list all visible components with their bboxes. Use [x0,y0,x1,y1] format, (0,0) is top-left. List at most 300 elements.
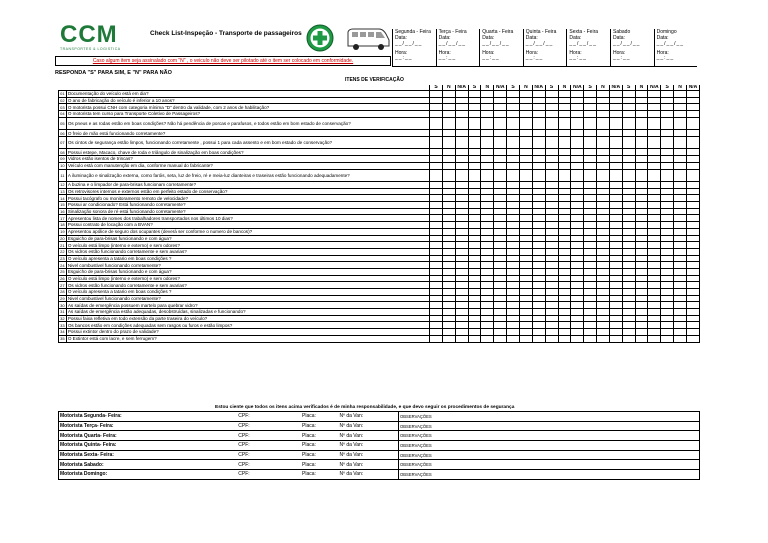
answer-cell[interactable] [571,295,584,302]
answer-cell[interactable] [532,130,545,137]
answer-cell[interactable] [648,289,661,296]
answer-cell[interactable] [635,202,648,209]
answer-cell[interactable] [686,195,699,202]
answer-cell[interactable] [661,188,674,195]
answer-cell[interactable] [532,289,545,296]
answer-cell[interactable] [609,228,622,235]
answer-cell[interactable] [455,228,468,235]
answer-cell[interactable] [648,262,661,269]
answer-cell[interactable] [442,322,455,329]
answer-cell[interactable] [635,208,648,215]
answer-cell[interactable] [674,195,687,202]
answer-cell[interactable] [674,162,687,169]
answer-cell[interactable] [584,97,597,104]
answer-cell[interactable] [674,322,687,329]
answer-cell[interactable] [571,248,584,255]
answer-cell[interactable] [558,97,571,104]
answer-cell[interactable] [661,282,674,289]
answer-cell[interactable] [442,289,455,296]
van-number-field[interactable]: Nº da Van: [339,470,399,480]
answer-cell[interactable] [622,255,635,262]
answer-cell[interactable] [455,282,468,289]
answer-cell[interactable] [635,136,648,149]
answer-cell[interactable] [545,195,558,202]
answer-cell[interactable] [571,91,584,98]
answer-cell[interactable] [455,242,468,249]
answer-cell[interactable] [622,248,635,255]
answer-cell[interactable] [584,329,597,336]
answer-cell[interactable] [686,149,699,156]
answer-cell[interactable] [558,195,571,202]
answer-cell[interactable] [494,268,507,275]
answer-cell[interactable] [481,149,494,156]
answer-cell[interactable] [558,149,571,156]
answer-cell[interactable] [481,255,494,262]
answer-cell[interactable] [468,228,481,235]
answer-cell[interactable] [468,97,481,104]
driver-name-field[interactable]: Motorista Segunda- Feira: [59,412,209,422]
answer-cell[interactable] [481,302,494,309]
answer-cell[interactable] [430,111,443,118]
hour-field[interactable]: __:__ [438,55,457,61]
answer-cell[interactable] [545,282,558,289]
answer-cell[interactable] [507,162,520,169]
answer-cell[interactable] [686,309,699,316]
answer-cell[interactable] [622,97,635,104]
answer-cell[interactable] [507,255,520,262]
answer-cell[interactable] [648,188,661,195]
answer-cell[interactable] [597,149,610,156]
answer-cell[interactable] [686,136,699,149]
answer-cell[interactable] [622,104,635,111]
answer-cell[interactable] [622,309,635,316]
answer-cell[interactable] [609,130,622,137]
answer-cell[interactable] [519,208,532,215]
answer-cell[interactable] [661,202,674,209]
answer-cell[interactable] [494,322,507,329]
answer-cell[interactable] [571,289,584,296]
answer-cell[interactable] [584,235,597,242]
answer-cell[interactable] [481,117,494,130]
answer-cell[interactable] [622,117,635,130]
answer-cell[interactable] [622,315,635,322]
answer-cell[interactable] [635,228,648,235]
answer-cell[interactable] [558,162,571,169]
van-number-field[interactable]: Nº da Van: [339,412,399,422]
answer-cell[interactable] [661,322,674,329]
answer-cell[interactable] [648,195,661,202]
answer-cell[interactable] [597,162,610,169]
answer-cell[interactable] [571,282,584,289]
answer-cell[interactable] [661,208,674,215]
answer-cell[interactable] [532,302,545,309]
answer-cell[interactable] [622,289,635,296]
answer-cell[interactable] [481,222,494,229]
answer-cell[interactable] [558,248,571,255]
answer-cell[interactable] [584,309,597,316]
answer-cell[interactable] [609,268,622,275]
answer-cell[interactable] [519,315,532,322]
answer-cell[interactable] [468,117,481,130]
answer-cell[interactable] [532,222,545,229]
answer-cell[interactable] [481,248,494,255]
answer-cell[interactable] [686,335,699,342]
answer-cell[interactable] [597,309,610,316]
answer-cell[interactable] [648,117,661,130]
answer-cell[interactable] [545,208,558,215]
answer-cell[interactable] [648,130,661,137]
answer-cell[interactable] [532,329,545,336]
answer-cell[interactable] [442,248,455,255]
date-field[interactable]: __/__/__ [569,41,597,47]
hour-field[interactable]: __:__ [395,55,413,61]
answer-cell[interactable] [686,248,699,255]
answer-cell[interactable] [584,149,597,156]
answer-cell[interactable] [494,282,507,289]
answer-cell[interactable] [597,195,610,202]
answer-cell[interactable] [635,149,648,156]
answer-cell[interactable] [494,315,507,322]
answer-cell[interactable] [635,248,648,255]
answer-cell[interactable] [674,182,687,189]
answer-cell[interactable] [622,228,635,235]
answer-cell[interactable] [686,208,699,215]
answer-cell[interactable] [519,202,532,209]
answer-cell[interactable] [455,289,468,296]
answer-cell[interactable] [468,195,481,202]
driver-name-field[interactable]: Motorista Domingo: [59,470,209,480]
answer-cell[interactable] [571,188,584,195]
answer-cell[interactable] [468,235,481,242]
answer-cell[interactable] [481,262,494,269]
answer-cell[interactable] [635,255,648,262]
answer-cell[interactable] [507,268,520,275]
answer-cell[interactable] [635,215,648,222]
plate-field[interactable]: Placa: [279,441,339,451]
answer-cell[interactable] [635,104,648,111]
answer-cell[interactable] [507,235,520,242]
plate-field[interactable]: Placa: [279,431,339,441]
answer-cell[interactable] [597,169,610,182]
answer-cell[interactable] [609,195,622,202]
answer-cell[interactable] [686,215,699,222]
answer-cell[interactable] [455,248,468,255]
answer-cell[interactable] [571,182,584,189]
answer-cell[interactable] [442,315,455,322]
answer-cell[interactable] [430,302,443,309]
answer-cell[interactable] [635,329,648,336]
answer-cell[interactable] [648,104,661,111]
answer-cell[interactable] [635,295,648,302]
answer-cell[interactable] [442,130,455,137]
answer-cell[interactable] [481,104,494,111]
answer-cell[interactable] [674,335,687,342]
answer-cell[interactable] [558,282,571,289]
answer-cell[interactable] [442,242,455,249]
answer-cell[interactable] [430,228,443,235]
answer-cell[interactable] [674,202,687,209]
answer-cell[interactable] [674,262,687,269]
answer-cell[interactable] [661,228,674,235]
answer-cell[interactable] [481,329,494,336]
answer-cell[interactable] [455,130,468,137]
answer-cell[interactable] [635,188,648,195]
answer-cell[interactable] [635,282,648,289]
answer-cell[interactable] [442,309,455,316]
answer-cell[interactable] [674,136,687,149]
answer-cell[interactable] [661,309,674,316]
answer-cell[interactable] [507,262,520,269]
answer-cell[interactable] [597,335,610,342]
answer-cell[interactable] [455,255,468,262]
answer-cell[interactable] [686,169,699,182]
answer-cell[interactable] [481,235,494,242]
plate-field[interactable]: Placa: [279,460,339,470]
answer-cell[interactable] [519,215,532,222]
answer-cell[interactable] [519,295,532,302]
answer-cell[interactable] [494,335,507,342]
answer-cell[interactable] [455,202,468,209]
answer-cell[interactable] [571,302,584,309]
answer-cell[interactable] [597,262,610,269]
answer-cell[interactable] [481,335,494,342]
answer-cell[interactable] [686,202,699,209]
answer-cell[interactable] [545,104,558,111]
answer-cell[interactable] [494,242,507,249]
answer-cell[interactable] [622,130,635,137]
answer-cell[interactable] [532,182,545,189]
answer-cell[interactable] [584,315,597,322]
answer-cell[interactable] [494,215,507,222]
answer-cell[interactable] [430,156,443,163]
answer-cell[interactable] [481,130,494,137]
answer-cell[interactable] [622,188,635,195]
answer-cell[interactable] [648,222,661,229]
answer-cell[interactable] [442,302,455,309]
answer-cell[interactable] [430,235,443,242]
answer-cell[interactable] [494,91,507,98]
answer-cell[interactable] [584,169,597,182]
answer-cell[interactable] [635,195,648,202]
answer-cell[interactable] [455,195,468,202]
answer-cell[interactable] [442,111,455,118]
answer-cell[interactable] [455,149,468,156]
answer-cell[interactable] [494,136,507,149]
answer-cell[interactable] [430,215,443,222]
answer-cell[interactable] [430,289,443,296]
answer-cell[interactable] [468,282,481,289]
answer-cell[interactable] [545,91,558,98]
answer-cell[interactable] [442,188,455,195]
answer-cell[interactable] [468,289,481,296]
plate-field[interactable]: Placa: [279,450,339,460]
answer-cell[interactable] [545,302,558,309]
answer-cell[interactable] [455,315,468,322]
answer-cell[interactable] [507,248,520,255]
answer-cell[interactable] [519,262,532,269]
answer-cell[interactable] [430,104,443,111]
answer-cell[interactable] [571,275,584,282]
answer-cell[interactable] [597,182,610,189]
answer-cell[interactable] [481,322,494,329]
answer-cell[interactable] [597,228,610,235]
answer-cell[interactable] [686,104,699,111]
answer-cell[interactable] [481,275,494,282]
answer-cell[interactable] [442,208,455,215]
answer-cell[interactable] [532,335,545,342]
answer-cell[interactable] [430,255,443,262]
answer-cell[interactable] [430,91,443,98]
answer-cell[interactable] [545,315,558,322]
answer-cell[interactable] [597,268,610,275]
answer-cell[interactable] [635,262,648,269]
date-field[interactable]: __/__/__ [525,41,554,47]
answer-cell[interactable] [519,329,532,336]
answer-cell[interactable] [455,111,468,118]
answer-cell[interactable] [455,309,468,316]
answer-cell[interactable] [430,315,443,322]
answer-cell[interactable] [584,136,597,149]
answer-cell[interactable] [507,315,520,322]
answer-cell[interactable] [571,335,584,342]
answer-cell[interactable] [648,111,661,118]
answer-cell[interactable] [507,242,520,249]
answer-cell[interactable] [622,335,635,342]
answer-cell[interactable] [584,130,597,137]
answer-cell[interactable] [507,329,520,336]
answer-cell[interactable] [468,315,481,322]
answer-cell[interactable] [571,136,584,149]
answer-cell[interactable] [468,104,481,111]
answer-cell[interactable] [494,156,507,163]
answer-cell[interactable] [545,322,558,329]
answer-cell[interactable] [571,309,584,316]
answer-cell[interactable] [455,117,468,130]
answer-cell[interactable] [674,222,687,229]
driver-name-field[interactable]: Motorista Terça- Feira: [59,421,209,431]
answer-cell[interactable] [430,335,443,342]
answer-cell[interactable] [532,268,545,275]
answer-cell[interactable] [532,228,545,235]
date-field[interactable]: __/__/__ [613,41,641,47]
van-number-field[interactable]: Nº da Van: [339,450,399,460]
answer-cell[interactable] [635,130,648,137]
answer-cell[interactable] [442,275,455,282]
answer-cell[interactable] [532,309,545,316]
answer-cell[interactable] [622,182,635,189]
answer-cell[interactable] [468,169,481,182]
answer-cell[interactable] [468,275,481,282]
date-field[interactable]: __/__/__ [656,41,685,47]
answer-cell[interactable] [584,255,597,262]
answer-cell[interactable] [532,295,545,302]
answer-cell[interactable] [532,235,545,242]
answer-cell[interactable] [558,202,571,209]
answer-cell[interactable] [545,130,558,137]
answer-cell[interactable] [494,195,507,202]
answer-cell[interactable] [519,235,532,242]
answer-cell[interactable] [622,162,635,169]
answer-cell[interactable] [507,215,520,222]
answer-cell[interactable] [584,195,597,202]
answer-cell[interactable] [494,329,507,336]
answer-cell[interactable] [494,202,507,209]
answer-cell[interactable] [635,111,648,118]
answer-cell[interactable] [597,117,610,130]
answer-cell[interactable] [545,149,558,156]
answer-cell[interactable] [674,208,687,215]
answer-cell[interactable] [674,289,687,296]
answer-cell[interactable] [430,242,443,249]
answer-cell[interactable] [597,242,610,249]
answer-cell[interactable] [609,248,622,255]
answer-cell[interactable] [468,182,481,189]
answer-cell[interactable] [442,156,455,163]
answer-cell[interactable] [507,208,520,215]
answer-cell[interactable] [661,156,674,163]
answer-cell[interactable] [622,329,635,336]
answer-cell[interactable] [571,104,584,111]
answer-cell[interactable] [468,130,481,137]
answer-cell[interactable] [597,235,610,242]
answer-cell[interactable] [622,136,635,149]
answer-cell[interactable] [481,195,494,202]
answer-cell[interactable] [545,255,558,262]
answer-cell[interactable] [494,248,507,255]
answer-cell[interactable] [481,169,494,182]
answer-cell[interactable] [481,188,494,195]
answer-cell[interactable] [430,130,443,137]
answer-cell[interactable] [519,136,532,149]
driver-name-field[interactable]: Motorista Quarta- Feira: [59,431,209,441]
answer-cell[interactable] [532,202,545,209]
answer-cell[interactable] [430,182,443,189]
answer-cell[interactable] [584,156,597,163]
answer-cell[interactable] [481,215,494,222]
answer-cell[interactable] [597,91,610,98]
answer-cell[interactable] [507,335,520,342]
answer-cell[interactable] [571,268,584,275]
answer-cell[interactable] [648,268,661,275]
answer-cell[interactable] [532,91,545,98]
answer-cell[interactable] [532,169,545,182]
answer-cell[interactable] [584,302,597,309]
answer-cell[interactable] [532,111,545,118]
answer-cell[interactable] [571,111,584,118]
answer-cell[interactable] [519,289,532,296]
answer-cell[interactable] [609,136,622,149]
answer-cell[interactable] [674,156,687,163]
answer-cell[interactable] [648,136,661,149]
answer-cell[interactable] [507,91,520,98]
answer-cell[interactable] [494,289,507,296]
answer-cell[interactable] [635,335,648,342]
answer-cell[interactable] [597,202,610,209]
answer-cell[interactable] [674,169,687,182]
answer-cell[interactable] [622,91,635,98]
answer-cell[interactable] [430,262,443,269]
answer-cell[interactable] [494,182,507,189]
answer-cell[interactable] [507,295,520,302]
answer-cell[interactable] [558,262,571,269]
answer-cell[interactable] [635,117,648,130]
answer-cell[interactable] [622,156,635,163]
answer-cell[interactable] [686,97,699,104]
answer-cell[interactable] [442,222,455,229]
answer-cell[interactable] [609,235,622,242]
answer-cell[interactable] [455,97,468,104]
answer-cell[interactable] [558,104,571,111]
